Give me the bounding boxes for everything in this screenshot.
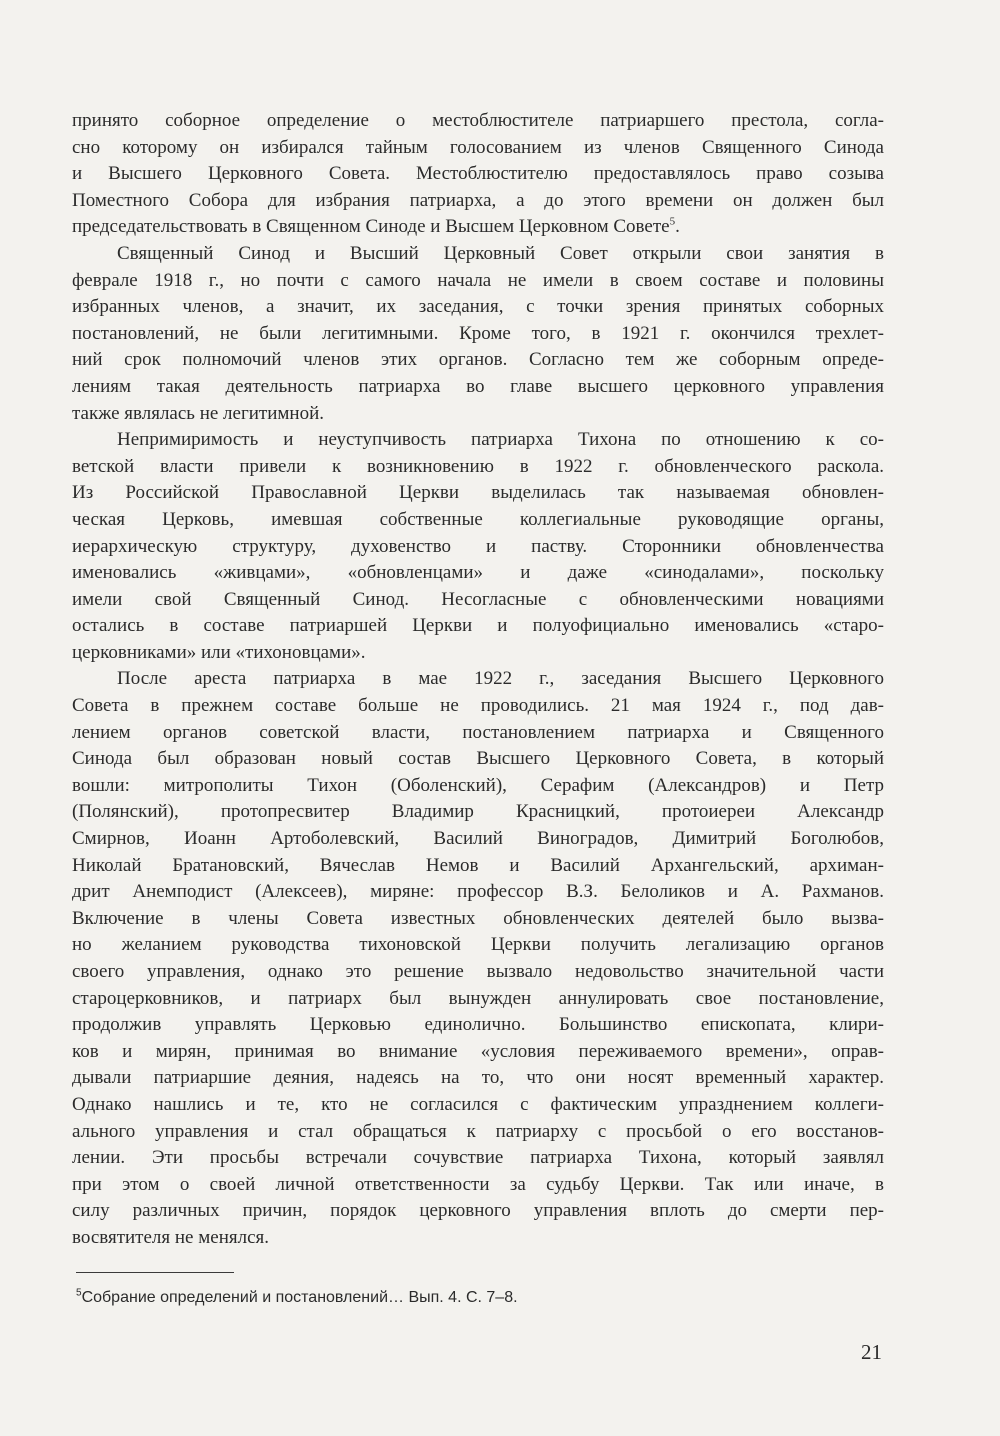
footnote-text: Собрание определений и постановлений… Вып. 4. С. 7–8.	[81, 1289, 518, 1306]
text-line: феврале 1918 г., но почти с самого начала не имели в своем составе и половины	[72, 269, 884, 291]
text-line: лениям такая деятельность патриарха во главе высшего церковного управления	[72, 375, 884, 397]
text-line: вошли: митрополиты Тихон (Оболенский), Серафим (Александров) и Петр	[72, 774, 884, 796]
text-line: и Высшего Церковного Совета. Местоблюстителю предоставлялось право созыва	[72, 163, 884, 185]
text-line: избранных членов, а значит, их заседания, с точки зрения принятых соборных	[72, 296, 884, 318]
text-line: при этом о своей личной ответственности за судьбу Церкви. Так или иначе, в	[72, 1173, 884, 1195]
text-line: остались в составе патриаршей Церкви и полуофициально именовались «старо-	[72, 615, 884, 637]
text-line: но желанием руководства тихоновской Церкви получить легализацию органов	[72, 934, 884, 956]
text-line: председательствовать в Священном Синоде и Высшем Церковном Совете$^5$.	[72, 216, 680, 238]
text-line: лении. Эти просьбы встречали сочувствие патриарха Тихона, который заявлял	[72, 1147, 884, 1169]
text-line: (Полянский), протопресвитер Владимир Красницкий, протоиереи Александр	[72, 801, 884, 823]
text-line: постановлений, не были легитимными. Кроме того, в 1921 г. окончился трехлет-	[72, 322, 884, 344]
text-line: Однако нашлись и те, кто не согласился с фактическим упразднением коллеги-	[72, 1093, 884, 1115]
text-line: ческая Церковь, имевшая собственные коллегиальные руководящие органы,	[72, 508, 884, 530]
text-line-content: председательствовать в Священном Синоде и Высшем Церковном Совете	[72, 216, 670, 238]
text-line: ний срок полномочий членов этих органов. Согласно тем же соборным опреде-	[72, 349, 884, 371]
text-line: сно которому он избирался тайным голосованием из членов Священного Синода	[72, 136, 884, 158]
text-line: принято соборное определение о местоблюстителе патриаршего престола, согла-	[72, 110, 884, 131]
text-line: староцерковников, и патриарх был вынужден аннулировать свое постановление,	[72, 987, 884, 1009]
paragraph-2	[72, 241, 884, 427]
footnote-mark: 5	[76, 1287, 82, 1299]
footnote-divider	[76, 1272, 234, 1273]
text-line: силу различных причин, порядок церковного управления вплоть до смерти пер-	[72, 1200, 884, 1222]
text-line: восвятителя не менялся.	[72, 1226, 270, 1248]
text-line: Совета в прежнем составе больше не проводились. 21 мая 1924 г., под дав-	[72, 695, 884, 717]
text-line: также являлась не легитимной.	[72, 402, 325, 424]
text-line: Николай Братановский, Вячеслав Немов и Василий Архангельский, архиман-	[72, 854, 884, 876]
text-line: После ареста патриарха в мае 1922 г., заседания Высшего Церковного	[117, 668, 884, 690]
text-line: именовались «живцами», «обновленцами» и даже «синодалами», поскольку	[72, 562, 884, 584]
text-line: лением органов советской власти, постановлением патриарха и Священного	[72, 721, 884, 743]
text-line: церковниками» или «тихоновцами».	[72, 641, 366, 663]
text-line: Смирнов, Иоанн Артоболевский, Василий Виноградов, Димитрий Боголюбов,	[72, 828, 884, 850]
text-line: Поместного Собора для избрания патриарха, а до этого времени он должен был	[72, 189, 884, 211]
text-line: ков и мирян, принимая во внимание «условия переживаемого времени», оправ-	[72, 1040, 884, 1062]
text-line: Из Российской Православной Церкви выделилась так называемая обновлен-	[72, 482, 884, 504]
page-number: 21	[861, 1340, 882, 1364]
text-line: Включение в члены Совета известных обновленческих деятелей было вызва-	[72, 907, 884, 929]
text-line: ветской власти привели к возникновению в 1922 г. обновленческого раскола.	[72, 455, 884, 477]
text-line: Синода был образован новый состав Высшего Церковного Совета, в который	[72, 748, 884, 770]
text-line: иерархическую структуру, духовенство и паству. Сторонники обновленчества	[72, 535, 884, 557]
text-line: ального управления и стал обращаться к патриарху с просьбой о его восстанов-	[72, 1120, 884, 1142]
paragraph-4	[72, 666, 884, 1251]
text-line: имели свой Священный Синод. Несогласные с обновленческими новациями	[72, 588, 884, 610]
paragraph-3	[72, 427, 884, 666]
text-line: Священный Синод и Высший Церковный Совет открыли свои занятия в	[117, 242, 884, 264]
text-line: продолжив управлять Церковью единолично. Большинство епископата, клири-	[72, 1014, 884, 1036]
paragraph-1	[72, 108, 884, 241]
footnote	[76, 1289, 518, 1307]
text-line: дывали патриаршие деяния, надеясь на то, что они носят временный характер.	[72, 1067, 884, 1089]
text-line: своего управления, однако это решение вызвало недовольство значительной части	[72, 961, 884, 982]
body-text	[72, 108, 884, 1252]
text-line: дрит Анемподист (Алексеев), миряне: профессор В.З. Белоликов и А. Рахманов.	[72, 881, 884, 903]
text-line: Непримиримость и неуступчивость патриарха Тихона по отношению к со-	[117, 429, 884, 451]
footnote-reference[interactable]: 5	[669, 216, 676, 229]
